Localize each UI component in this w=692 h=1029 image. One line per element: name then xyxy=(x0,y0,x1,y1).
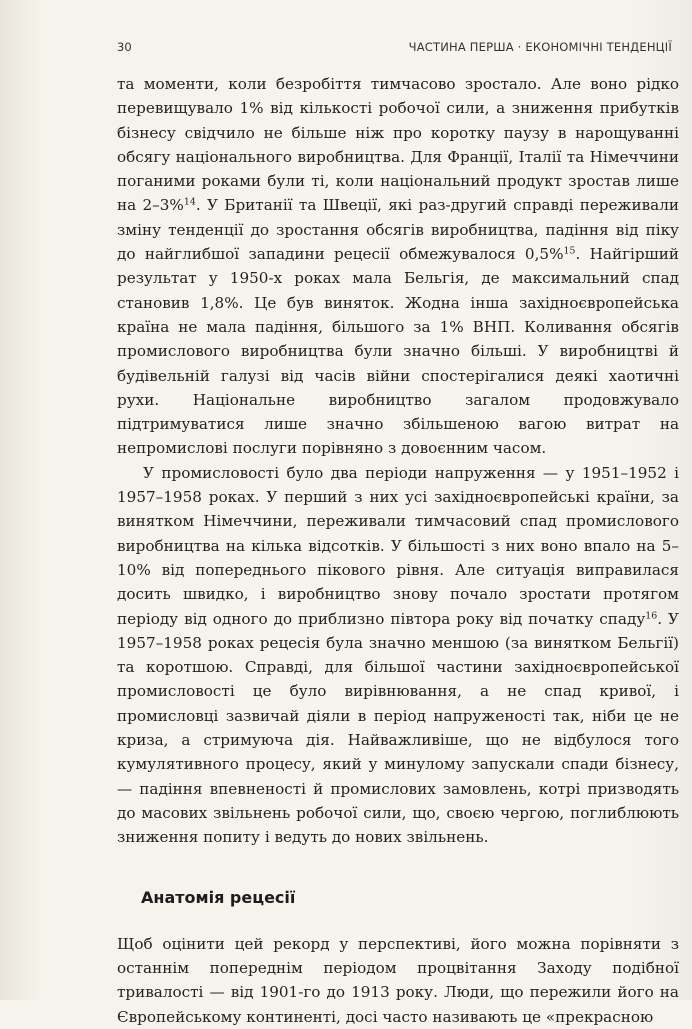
text-run: . Найгірший результат у 1950-х роках мала Бельгія, де максимальний спад становив 1,8%. Це був виняток. Жодна інша західноєвропейська країна не мала падіння, більшого за 1% ВНП. Коливання обсягів промислового виробництва були значно більші. У виробництві й будівельній галузі від часів війни спостерігалися деякі хаотичні рухи. Національне виробництво загалом продовжувало підтримуватися лише значно збільшеною вагою витрат на непромислові послуги порівняно з довоєнним часом. xyxy=(117,245,679,458)
text-run: та моменти, коли безробіття тимчасово зростало. Але воно рідко перевищувало 1% від кількості робочої сили, а зниження прибутків бізнесу свідчило не більше ніж про коротку паузу в нарощуванні обсягу національного виробництва. Для Франції, Італії та Німеччини поганими роками були ті, коли національний продукт зростав лише на 2–3% xyxy=(117,75,679,215)
text-run: . У 1957–1958 роках рецесія була значно меншою (за винятком Бельгії) та коротшою. Справді, для більшої частини західноєвропейської промисловості це було вирівнювання, а не спад кривої, і промисловці зазвичай діяли в період напруженості так, ніби це не криза, а стримуюча дія. Найважливіше, що не відбулося того кумулятивного процесу, який у минулому запускали спади бізнесу, — падіння впевненості й промислових замовлень, котрі призводять до масових звільнень робочої сили, що, своєю чергою, поглиблюють зниження попиту і ведуть до нових звільнень. xyxy=(117,609,679,847)
running-title: ЧАСТИНА ПЕРША · ЕКОНОМІЧНІ ТЕНДЕНЦІЇ xyxy=(408,40,672,54)
body-text xyxy=(117,72,679,1029)
paragraph xyxy=(117,932,679,1029)
page-number: 30 xyxy=(117,40,132,54)
text-run: Щоб оцінити цей рекорд у перспективі, його можна порівняти з останнім попереднім періодом процвітання Заходу подібної тривалості — від 1901-го до 1913 року. Люди, що пережили його на Європейському континенті, досі часто називають це «прекрасною xyxy=(117,934,679,1026)
page-header xyxy=(117,40,672,58)
footnote-ref: 15 xyxy=(563,245,576,257)
footnote-ref: 16 xyxy=(645,609,658,621)
text-run: . У Британії та Швеції, які раз-другий справді переживали зміну тенденції до зростання обсягів виробництва, падіння від піку до найглибшої западини рецесії обмежувалося 0,5% xyxy=(117,196,679,264)
text-run: У промисловості було два періоди напруження — у 1951–1952 і 1957–1958 роках. У перший з них усі західноєвропейські країни, за винятком Німеччини, переживали тимчасовий спад промислового виробництва на кілька відсотків. У більшості з них воно впало на 5–10% від попереднього пікового рівня. Але ситуація виправилася досить швидко, і виробництво знову почало зростати протягом періоду від одного до приблизно півтора року від початку спаду xyxy=(117,463,679,628)
paragraphs-before-heading xyxy=(117,72,679,850)
paragraph xyxy=(117,461,679,850)
paragraphs-after-heading xyxy=(117,932,679,1029)
section-heading: Анатомія рецесії xyxy=(141,887,296,907)
paragraph xyxy=(117,72,679,461)
footnote-ref: 14 xyxy=(183,196,196,208)
